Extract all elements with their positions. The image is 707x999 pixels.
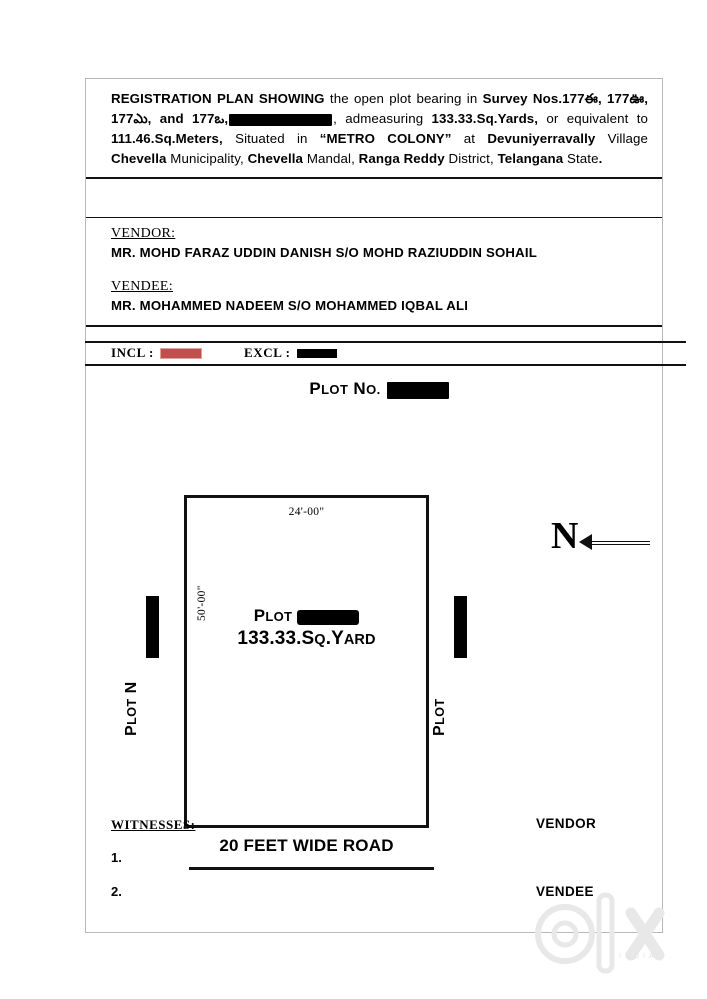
redaction-bar-survey (229, 114, 332, 126)
parties-block (86, 217, 662, 327)
no-word-cap: N (353, 379, 367, 398)
witness-line-2: 2. (111, 884, 122, 899)
desc-t9: District, (444, 151, 498, 166)
north-letter: N (551, 515, 579, 557)
heading-lead: REGISTRATION PLAN SHOWING (111, 91, 325, 106)
witness-line-1: 1. (111, 850, 122, 865)
desc-village: Devuniyerravally (487, 131, 596, 146)
vendor-signature-label: VENDOR (536, 816, 597, 831)
plot-center-labels (184, 606, 429, 650)
legend-rule-top (85, 341, 686, 343)
neighbour-right-lot: LOT (433, 698, 447, 725)
desc-mandal: Chevella (247, 151, 304, 166)
excl-color-swatch (297, 349, 337, 358)
vendee-name: MR. MOHAMMED NADEEM S/O MOHAMMED IQBAL ALI (111, 298, 469, 313)
desc-district: Ranga Reddy (358, 151, 445, 166)
vendee-signature-label: VENDEE (536, 884, 594, 899)
neighbour-right-label (431, 606, 449, 736)
neighbour-left-lot: LOT (125, 698, 139, 725)
plot-word-cap: P (309, 379, 322, 398)
property-description-block (86, 79, 662, 179)
plot-area-q: Q (314, 632, 326, 648)
north-arrow-indicator (551, 515, 663, 567)
desc-colony-name: “METRO COLONY” (319, 131, 452, 146)
desc-municipality: Chevella (111, 151, 167, 166)
plot-area-dot-y: .Y (325, 628, 344, 649)
legend-band (86, 341, 662, 365)
excl-label: EXCL : (244, 345, 291, 360)
desc-area-yards: 133.33.Sq.Yards, (431, 111, 539, 126)
vendor-label: VENDOR: (111, 226, 176, 241)
neighbour-left-n: N (123, 681, 140, 694)
property-description-text (111, 89, 648, 169)
vendor-name: MR. MOHD FARAZ UDDIN DANISH S/O MOHD RAZIUDDIN SOHAIL (111, 245, 537, 260)
north-arrow-shaft-icon (588, 541, 650, 545)
desc-t5: at (451, 131, 488, 146)
plot-area-number: 133.33.S (237, 628, 315, 649)
desc-area-meters: 111.46.Sq.Meters, (111, 131, 223, 146)
redaction-bar-plot-name (297, 610, 359, 625)
desc-t4: Situated in (222, 131, 320, 146)
plot-center-p: P (253, 606, 266, 625)
witnesses-label: WITNESSES: (111, 817, 196, 832)
desc-survey-numbers: Survey Nos.177ఈ, 177ఊ, 177ఎు, and 177ఒ, (111, 91, 648, 126)
desc-t6: Village (595, 131, 648, 146)
desc-t2: , admeasuring (333, 111, 432, 126)
no-word-small: O. (366, 382, 381, 397)
signature-block (86, 811, 662, 931)
redaction-bar-plot-number (387, 382, 449, 399)
plot-center-area (184, 628, 429, 650)
desc-t8: Mandal, (303, 151, 359, 166)
vendee-label: VENDEE: (111, 279, 173, 294)
dimension-left: 50'-00" (196, 585, 208, 621)
dimension-top: 24'-00" (288, 506, 325, 518)
neighbour-plot-right (431, 596, 471, 736)
plot-center-lot: LOT (265, 609, 293, 624)
incl-label: INCL : (111, 345, 154, 360)
desc-t10: State (563, 151, 599, 166)
desc-t7: Municipality, (166, 151, 248, 166)
olx-watermark-country: INDIA (619, 953, 658, 960)
plot-word-small: LOT (321, 382, 349, 397)
legend-incl-group (111, 345, 202, 361)
neighbour-right-p: P (431, 724, 448, 736)
vendee-group (111, 279, 648, 315)
north-arrow-head-icon (579, 534, 592, 550)
plot-area-ard: ARD (343, 632, 376, 648)
legend-rule-bottom (85, 364, 686, 366)
vendor-group (111, 226, 648, 262)
plot-boundary-rectangle (184, 495, 429, 828)
desc-period: . (598, 151, 603, 166)
redaction-bar-neighbour-right (454, 596, 467, 658)
desc-t3: or equivalent to (538, 111, 648, 126)
incl-color-swatch (160, 348, 202, 359)
desc-t1: the open plot bearing in (324, 91, 483, 106)
legend-excl-group (244, 345, 337, 361)
document-sheet (85, 78, 663, 933)
neighbour-left-label (123, 606, 141, 736)
road-label: 20 FEET WIDE ROAD (219, 836, 394, 855)
desc-state: Telangana (497, 151, 564, 166)
redaction-bar-neighbour-left (146, 596, 159, 658)
plot-number-heading (309, 379, 448, 399)
plot-number-row (86, 379, 662, 399)
neighbour-left-p: P (123, 724, 140, 736)
neighbour-plot-left (123, 596, 163, 736)
plot-center-name (184, 606, 429, 626)
